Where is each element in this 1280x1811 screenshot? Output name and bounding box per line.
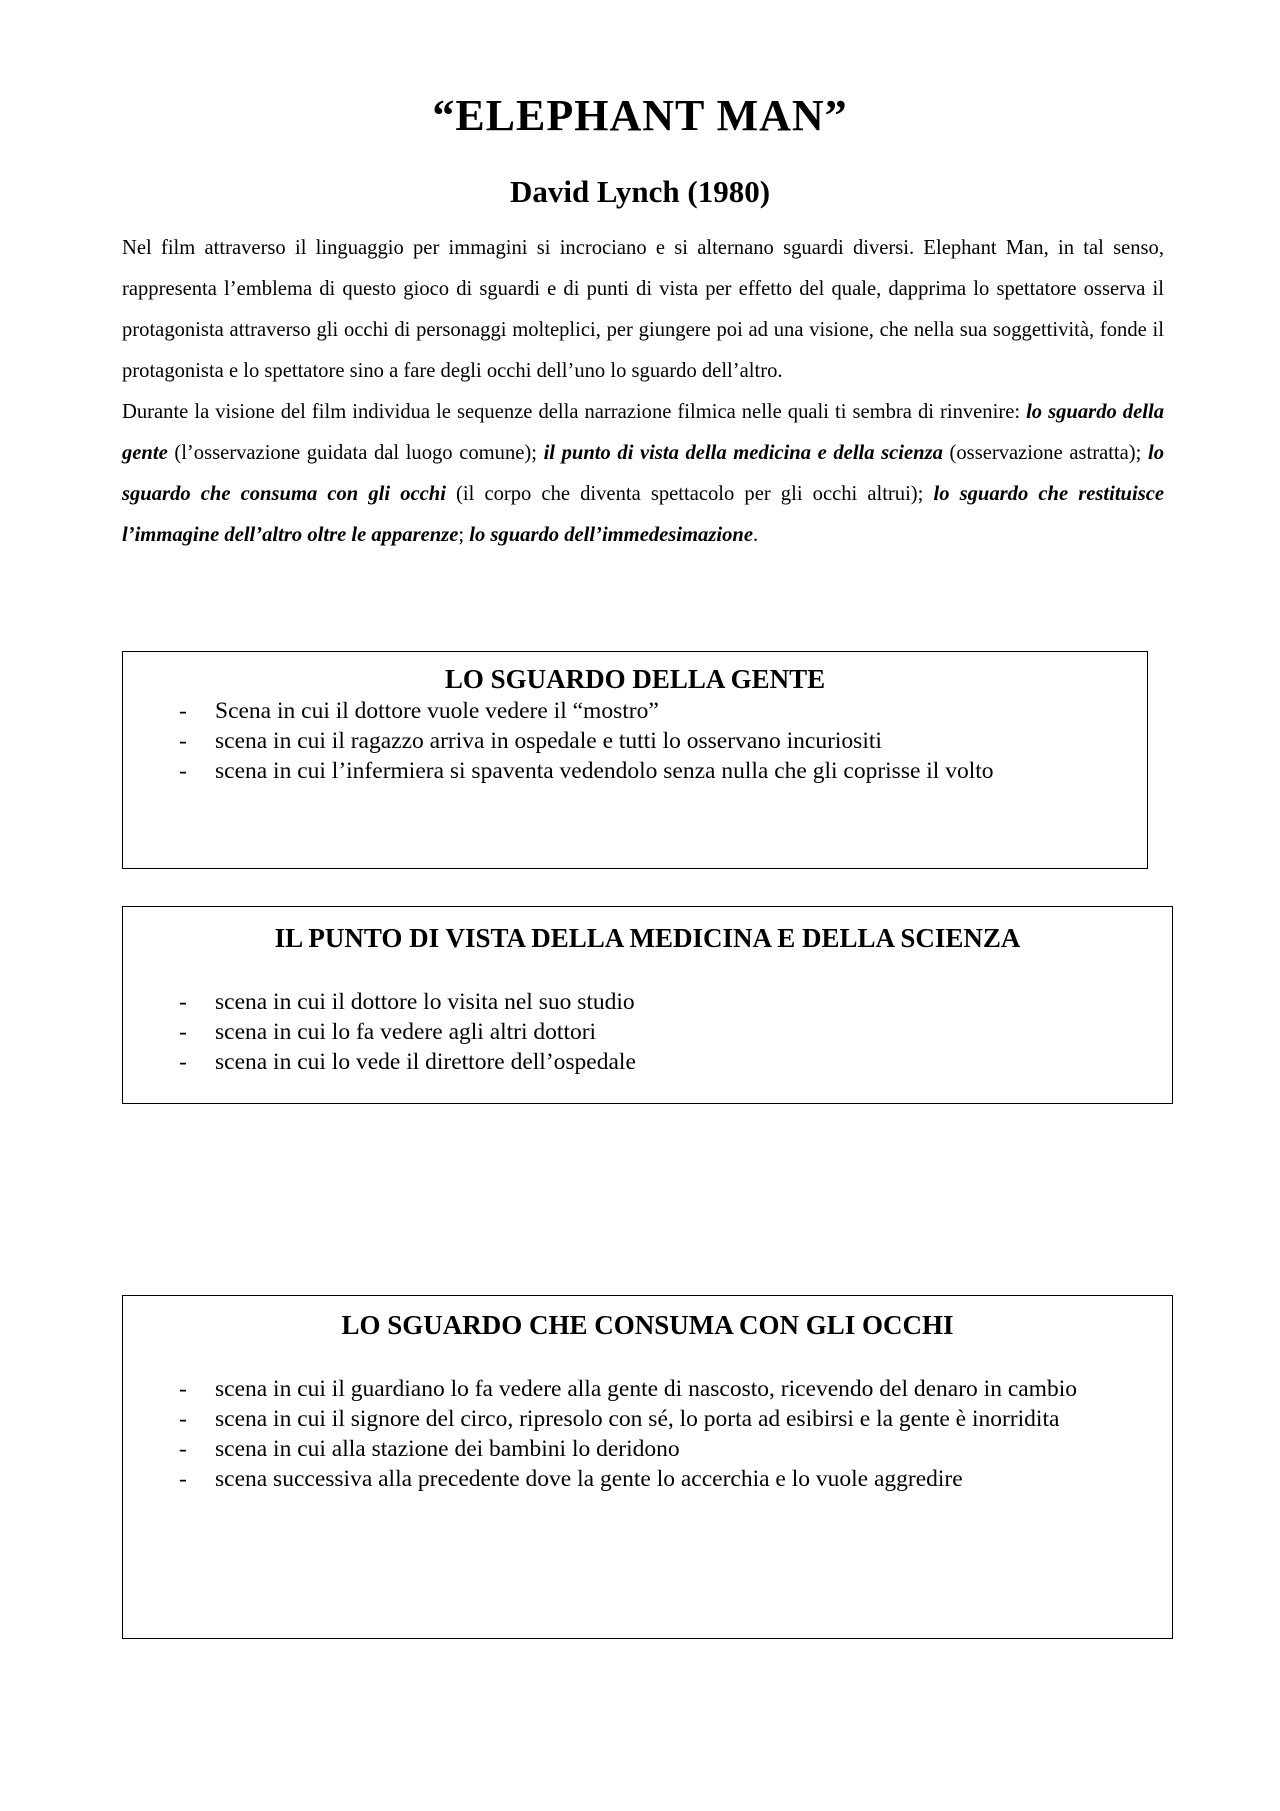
list-item: - scena in cui lo fa vedere agli altri dottori <box>123 1017 1172 1047</box>
intro-lead: Durante la visione del film individua le sequenze della narrazione filmica nelle quali ti sembra di rinvenire: <box>122 401 1027 423</box>
box-heading: LO SGUARDO DELLA GENTE <box>444 664 826 694</box>
list-item: - scena in cui il guardiano lo fa vedere alla gente di nascosto, ricevendo del denaro in cambio <box>123 1374 1172 1404</box>
scene-list <box>123 987 1172 1077</box>
box-medicina-scienza <box>122 906 1173 1104</box>
intro-text-3: (il corpo che diventa spettacolo per gli occhi altrui); <box>445 483 934 505</box>
scene-list <box>123 1374 1172 1494</box>
emphasis-medicina-scienza: il punto di vista della medicina e della scienza <box>543 442 943 464</box>
list-item: - scena in cui lo vede il direttore dell’ospedale <box>123 1047 1172 1077</box>
intro-text-5: . <box>752 524 759 546</box>
box-sguardo-consuma <box>122 1295 1173 1639</box>
box-heading: LO SGUARDO CHE CONSUMA CON GLI OCCHI <box>341 1310 954 1340</box>
emphasis-sguardo-restituisce: lo sguardo che restituisce l’immagine dell’altro oltre le apparenze <box>122 483 1165 546</box>
list-item: - scena in cui l’infermiera si spaventa vedendolo senza nulla che gli coprisse il volto <box>123 756 1147 786</box>
emphasis-sguardo-consuma: lo sguardo che consuma con gli occhi <box>122 442 1164 505</box>
scene-list <box>123 696 1147 786</box>
intro-text <box>122 228 1164 556</box>
box-sguardo-gente <box>122 651 1148 869</box>
emphasis-sguardo-gente: lo sguardo della gente <box>122 401 1164 464</box>
document-title: “ELEPHANT MAN” <box>432 91 848 140</box>
intro-paragraph-2 <box>122 392 1164 556</box>
list-item: - scena in cui il dottore lo visita nel suo studio <box>123 987 1172 1017</box>
list-item: - scena successiva alla precedente dove la gente lo accerchia e lo vuole aggredire <box>123 1464 1172 1494</box>
list-item: - scena in cui il ragazzo arriva in ospedale e tutti lo osservano incuriositi <box>123 726 1147 756</box>
box-heading: IL PUNTO DI VISTA DELLA MEDICINA E DELLA SCIENZA <box>274 923 1021 953</box>
intro-text-2: (osservazione astratta); <box>942 442 1148 464</box>
intro-text-1: (l’osservazione guidata dal luogo comune); <box>167 442 544 464</box>
intro-paragraph-1: Nel film attraverso il linguaggio per immagini si incrociano e si alternano sguardi diversi. Elephant Man, in tal senso, rappresenta l’emblema di questo gioco di sguardi e di punti di vista per effetto del quale, dapprima lo spettatore osserva il protagonista attraverso gli occhi di personaggi molteplici, per giungere poi ad una visione, che nella sua soggettività, fonde il protagonista e lo spettatore sino a fare degli occhi dell’uno lo sguardo dell’altro. <box>122 237 1164 382</box>
document-subtitle: David Lynch (1980) <box>509 174 771 209</box>
list-item: - scena in cui alla stazione dei bambini lo deridono <box>123 1434 1172 1464</box>
emphasis-immedesimazione: lo sguardo dell’immedesimazione <box>469 524 753 546</box>
list-item: - scena in cui il signore del circo, ripresolo con sé, lo porta ad esibirsi e la gente è inorridita <box>123 1404 1172 1434</box>
list-item: - Scena in cui il dottore vuole vedere il “mostro” <box>123 696 1147 726</box>
intro-text-4: ; <box>458 524 470 546</box>
